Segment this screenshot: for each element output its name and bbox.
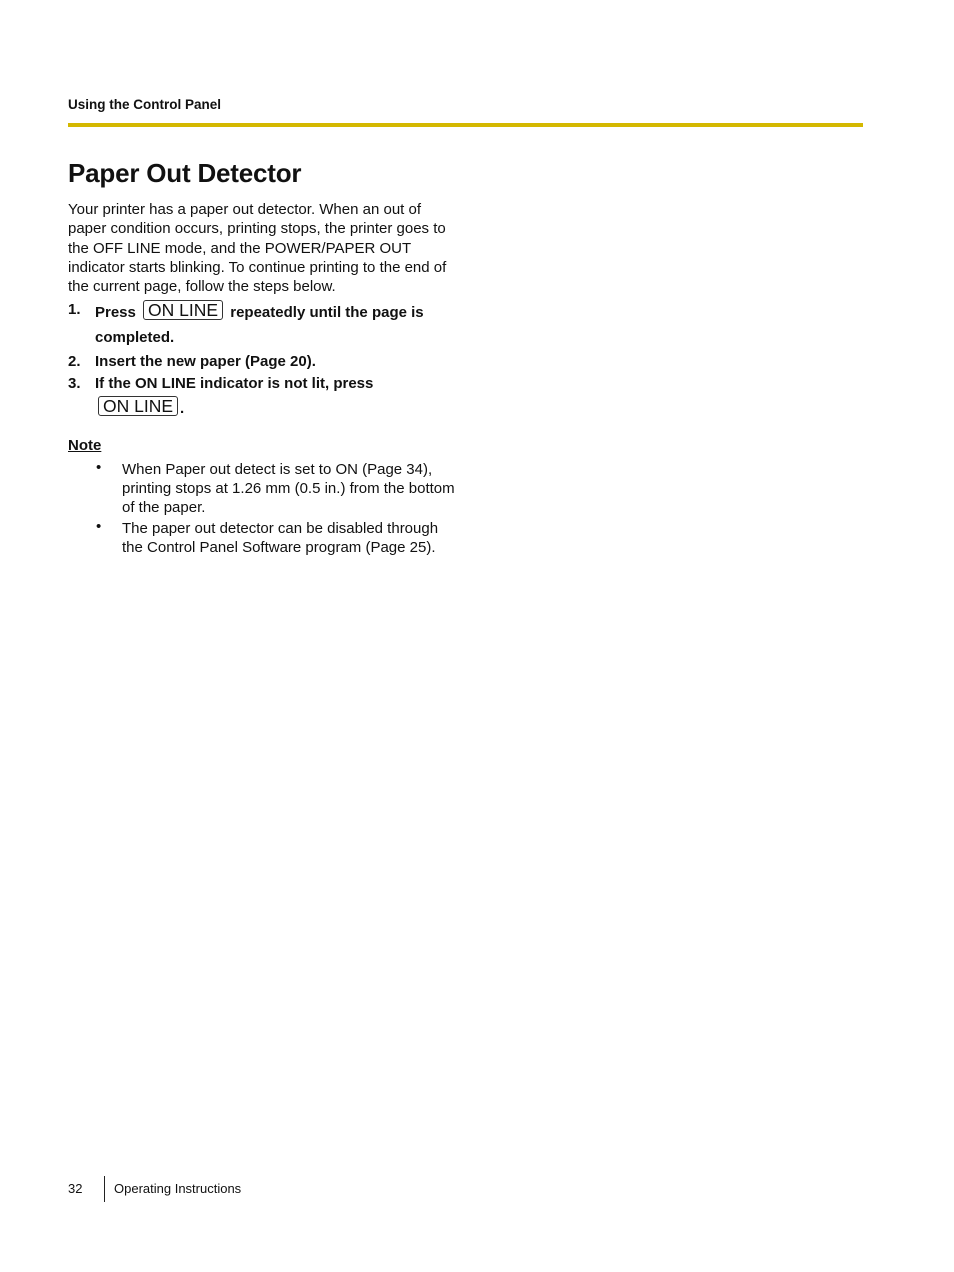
- step-number: 1.: [68, 301, 81, 319]
- step-number: 2.: [68, 353, 81, 371]
- step-text: .: [180, 400, 185, 418]
- on-line-key: ON LINE: [98, 396, 178, 416]
- on-line-key: ON LINE: [143, 300, 223, 320]
- page-title: Paper Out Detector: [68, 158, 302, 188]
- bullet-icon: •: [96, 517, 102, 535]
- note-heading: Note: [68, 437, 102, 455]
- steps-list: [68, 300, 458, 418]
- step-number: 3.: [68, 374, 81, 392]
- page-number: 32: [68, 1181, 83, 1196]
- note-item: [68, 460, 458, 518]
- note-text: When Paper out detect is set to ON (Page 34), printing stops at 1.26 mm (0.5 in.) from the bottom of the paper.: [122, 460, 455, 517]
- notes-list: [68, 460, 458, 557]
- bullet-icon: •: [96, 458, 102, 476]
- step-2: [68, 352, 458, 371]
- footer-divider: [104, 1176, 105, 1202]
- intro-paragraph: Your printer has a paper out detector. When an out of paper condition occurs, printing stops, the printer goes to the OFF LINE mode, and the POWER/PAPER OUT indicator starts blinking. To continue printing to the end of the current page, follow the steps below.: [68, 201, 447, 296]
- header-rule: [68, 123, 863, 127]
- note-text: The paper out detector can be disabled through the Control Panel Software program (Page 25).: [122, 519, 439, 556]
- section-header: Using the Control Panel: [68, 97, 222, 112]
- main-content: [68, 200, 458, 558]
- note-item: [68, 519, 458, 558]
- step-text: Press: [95, 304, 136, 322]
- step-text: If the ON LINE indicator is not lit, press: [95, 374, 374, 392]
- step-3: [68, 374, 458, 419]
- footer-doc-title: Operating Instructions: [114, 1181, 242, 1196]
- step-1: [68, 300, 458, 350]
- step-text: repeatedly until the page is completed.: [95, 304, 424, 347]
- step-text: Insert the new paper (Page 20).: [95, 353, 316, 371]
